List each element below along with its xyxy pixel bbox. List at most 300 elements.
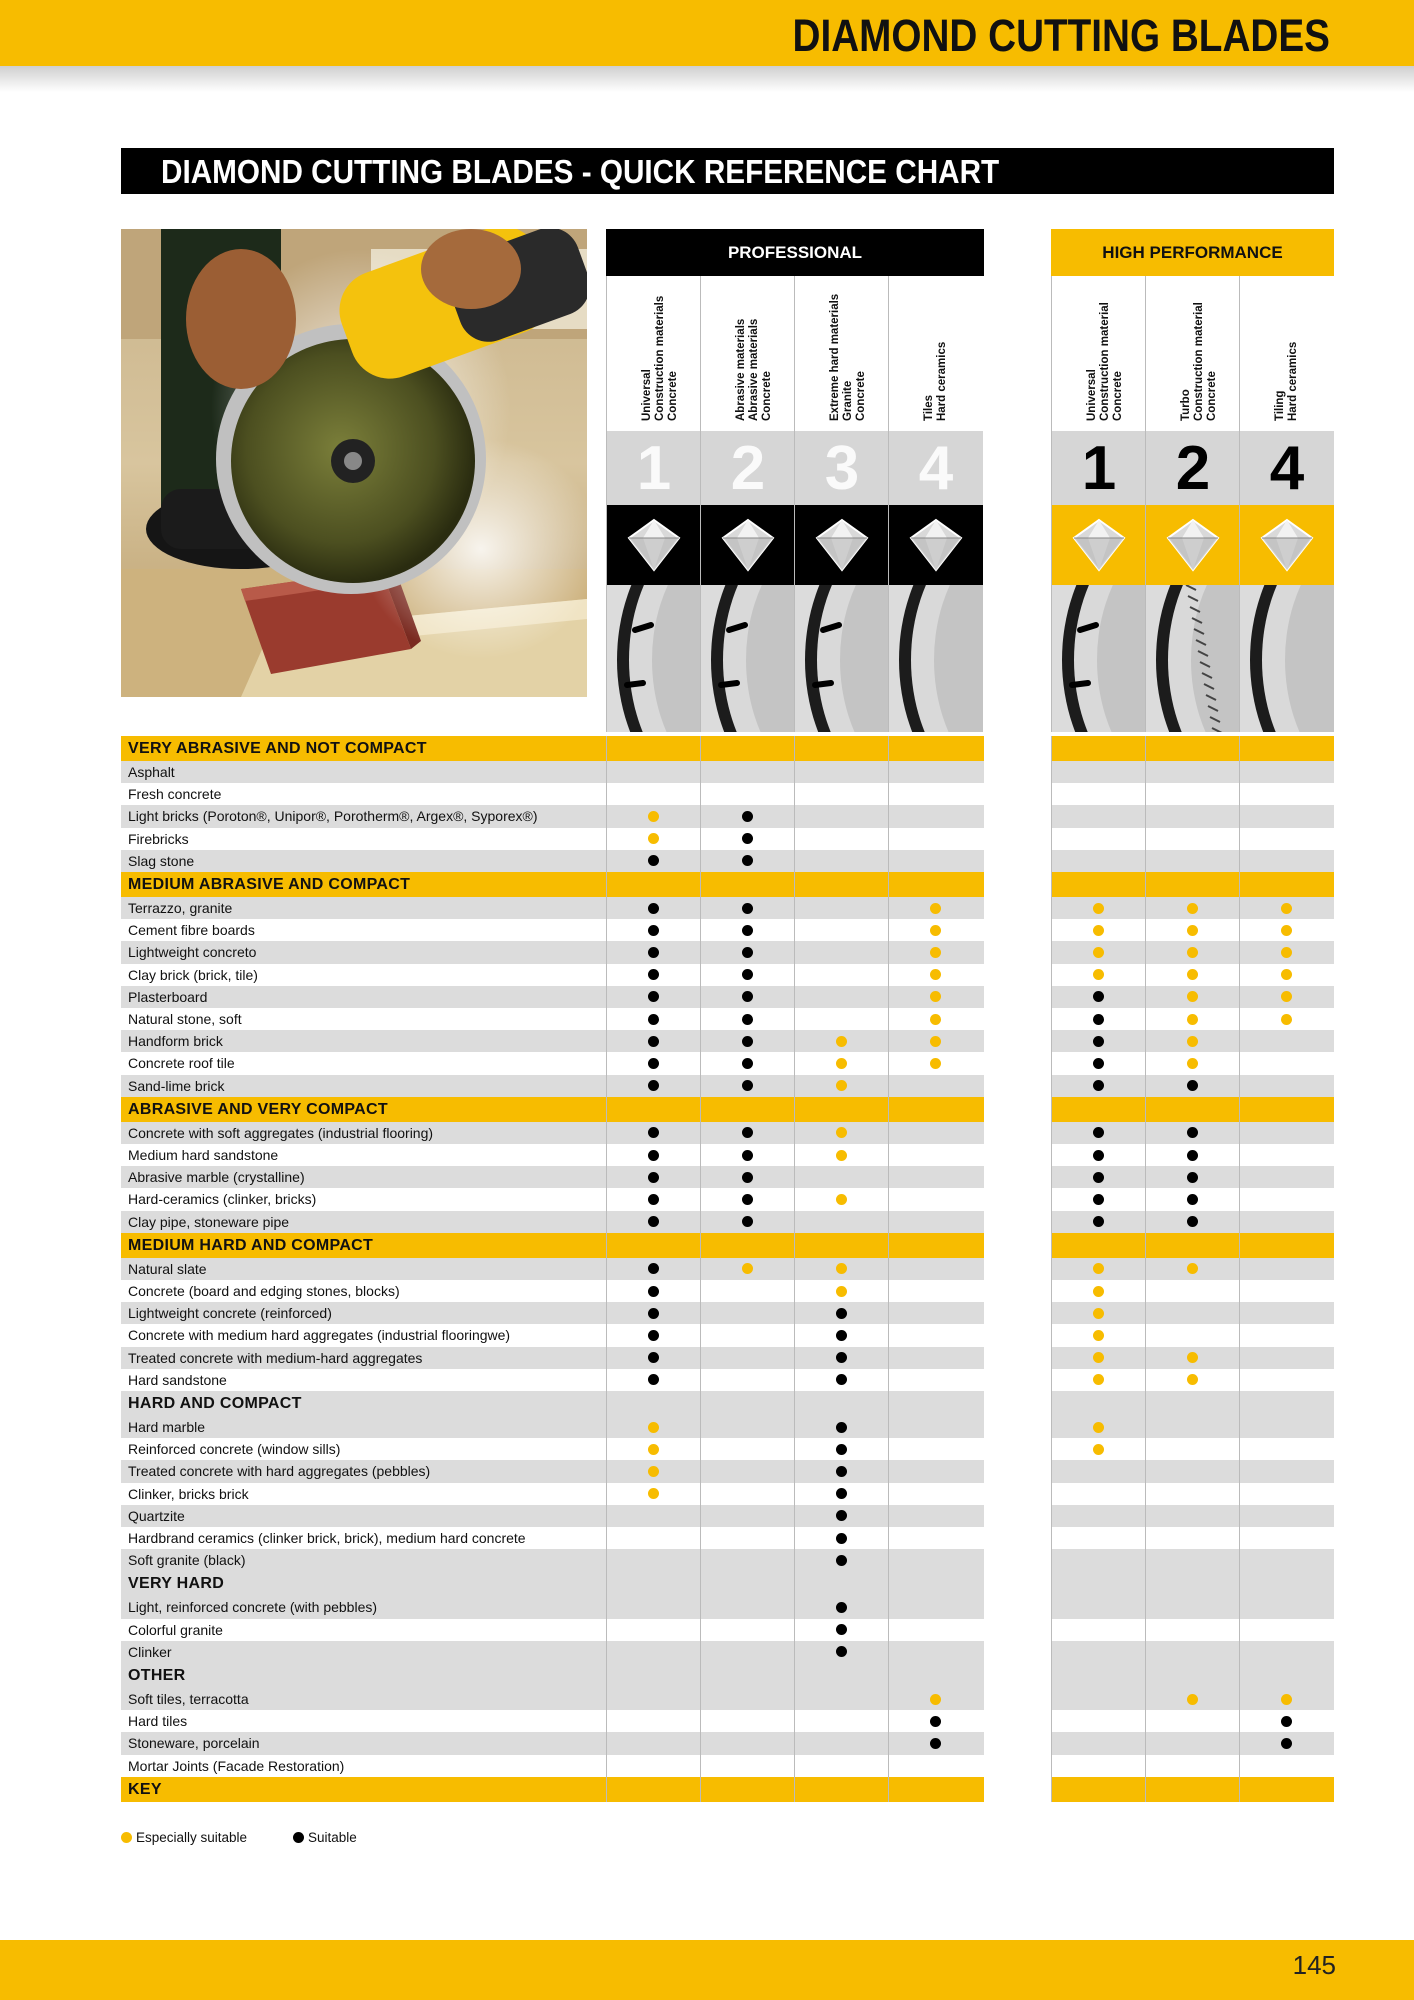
especially-suitable-dot-icon — [930, 1014, 941, 1025]
material-row — [0, 1732, 1414, 1754]
material-row — [0, 1460, 1414, 1482]
especially-suitable-dot-icon — [930, 903, 941, 914]
row-background — [606, 1571, 984, 1596]
row-background — [606, 1347, 984, 1369]
material-row — [0, 1369, 1414, 1391]
column-description-line: Concrete — [1112, 371, 1124, 421]
material-label: Natural stone, soft — [128, 1011, 242, 1027]
suitable-dot-icon — [1093, 1216, 1104, 1227]
row-background — [606, 1211, 984, 1233]
material-label: Colorful granite — [128, 1621, 223, 1638]
yellow-dot-icon — [121, 1832, 132, 1843]
material-label: Light bricks (Poroton®, Unipor®, Porotherm®, Argex®, Syporex®) — [128, 808, 538, 825]
blade-image — [889, 585, 983, 732]
column-description-text — [1086, 302, 1125, 421]
column-description — [1240, 276, 1334, 431]
material-row — [0, 1619, 1414, 1641]
row-background — [121, 1505, 606, 1527]
material-row — [0, 1596, 1414, 1618]
grinder-photo — [121, 229, 587, 697]
suitable-dot-icon — [742, 991, 753, 1002]
blade-image — [1052, 585, 1146, 732]
especially-suitable-dot-icon — [1093, 903, 1104, 914]
column-description-line: Granite — [842, 380, 854, 421]
row-background — [606, 850, 984, 872]
column-description-text — [829, 294, 868, 421]
suitable-dot-icon — [648, 1194, 659, 1205]
column-divider — [1239, 736, 1240, 1802]
suitable-dot-icon — [1093, 1194, 1104, 1205]
column-description — [1052, 276, 1146, 431]
row-background — [606, 736, 984, 761]
material-label: Fresh concrete — [128, 786, 222, 803]
especially-suitable-dot-icon — [1281, 947, 1292, 958]
page-number: 145 — [1292, 1950, 1336, 1980]
row-background — [1051, 805, 1334, 827]
suitable-dot-icon — [648, 1150, 659, 1161]
column-description-line: Extreme hard materials — [829, 293, 841, 421]
especially-suitable-dot-icon — [1187, 947, 1198, 958]
suitable-dot-icon — [836, 1646, 847, 1657]
group-header-professional: PROFESSIONAL — [606, 229, 984, 276]
row-background — [1051, 872, 1334, 897]
material-row — [0, 986, 1414, 1008]
material-row — [0, 783, 1414, 805]
suitable-dot-icon — [1093, 1058, 1104, 1069]
column-description-line: Concrete — [855, 371, 867, 421]
especially-suitable-dot-icon — [1093, 925, 1104, 936]
column-divider — [606, 736, 607, 1802]
column-number: 1 — [607, 431, 701, 505]
column-description-line: Tiles — [923, 395, 935, 421]
row-background — [1051, 1596, 1334, 1618]
material-row — [0, 1122, 1414, 1144]
diamond-segment-icon — [889, 505, 983, 585]
suitable-dot-icon — [836, 1308, 847, 1319]
material-label: Soft tiles, terracotta — [128, 1691, 249, 1707]
row-background — [606, 1097, 984, 1122]
row-background — [606, 1460, 984, 1482]
column-number: 2 — [701, 431, 795, 505]
material-row — [0, 1211, 1414, 1233]
suitable-dot-icon — [742, 1014, 753, 1025]
material-row — [0, 1075, 1414, 1097]
row-background — [606, 897, 984, 919]
suitable-dot-icon — [648, 1330, 659, 1341]
blade-image — [1146, 585, 1240, 732]
column-description-text — [1180, 302, 1219, 421]
row-background — [606, 1596, 984, 1618]
suitable-dot-icon — [648, 1263, 659, 1274]
suitable-dot-icon — [836, 1444, 847, 1455]
material-label: Hardbrand ceramics (clinker brick, brick), medium hard concrete — [128, 1530, 526, 1546]
suitable-dot-icon — [836, 1330, 847, 1341]
column-description — [1146, 276, 1240, 431]
suitable-dot-icon — [648, 1058, 659, 1069]
suitable-dot-icon — [648, 1080, 659, 1091]
material-label: Slag stone — [128, 852, 195, 869]
row-background — [1051, 1233, 1334, 1258]
bottom-band — [0, 1940, 1414, 2000]
column-divider — [888, 736, 889, 1802]
especially-suitable-dot-icon — [1093, 947, 1104, 958]
chart-title: DIAMOND CUTTING BLADES - QUICK REFERENCE CHART — [161, 153, 1000, 190]
material-label: Concrete with soft aggregates (industrial flooring) — [128, 1124, 434, 1141]
row-background — [121, 761, 606, 783]
material-row — [0, 1755, 1414, 1777]
category-row — [0, 1571, 1414, 1596]
especially-suitable-dot-icon — [1187, 1263, 1198, 1274]
blade-column-hp4 — [1239, 276, 1334, 732]
column-number: 1 — [1052, 431, 1146, 505]
blade-image — [1240, 585, 1334, 732]
row-background — [1051, 1777, 1334, 1802]
category-label: KEY — [128, 1780, 162, 1798]
row-background — [121, 1777, 606, 1802]
material-label: Terrazzo, granite — [128, 900, 233, 916]
key-item-suitable — [293, 1830, 357, 1845]
material-row — [0, 1688, 1414, 1710]
material-row — [0, 1008, 1414, 1030]
suitable-dot-icon — [836, 1533, 847, 1544]
column-description-line: Construction material — [1193, 302, 1205, 421]
row-background — [606, 1549, 984, 1571]
material-label: Firebricks — [128, 830, 189, 847]
row-background — [121, 1663, 606, 1688]
category-row — [0, 1391, 1414, 1416]
column-description-line: Abrasive materials — [748, 318, 760, 421]
suitable-dot-icon — [836, 1624, 847, 1635]
suitable-dot-icon — [742, 1194, 753, 1205]
diamond-segment-icon — [607, 505, 701, 585]
row-background — [1051, 736, 1334, 761]
row-background — [606, 1122, 984, 1144]
suitable-dot-icon — [742, 1036, 753, 1047]
row-background — [1051, 850, 1334, 872]
material-row — [0, 1710, 1414, 1732]
especially-suitable-dot-icon — [930, 947, 941, 958]
suitable-dot-icon — [648, 1374, 659, 1385]
material-label: Treated concrete with medium-hard aggregates — [128, 1349, 423, 1366]
material-label: Clay brick (brick, tile) — [128, 966, 258, 983]
column-description-line: Construction materials — [654, 295, 666, 421]
especially-suitable-dot-icon — [930, 1058, 941, 1069]
black-dot-icon — [293, 1832, 304, 1843]
column-description-line: Concrete — [761, 371, 773, 421]
suitable-dot-icon — [1187, 1150, 1198, 1161]
category-label: MEDIUM HARD AND COMPACT — [128, 1236, 374, 1254]
diamond-segment-icon — [1146, 505, 1240, 585]
column-divider — [1051, 736, 1052, 1802]
category-label: VERY HARD — [128, 1575, 225, 1593]
column-number: 2 — [1146, 431, 1240, 505]
suitable-dot-icon — [1281, 1716, 1292, 1727]
especially-suitable-dot-icon — [1093, 1330, 1104, 1341]
row-background — [1051, 1460, 1334, 1482]
suitable-dot-icon — [1093, 1036, 1104, 1047]
material-label: Concrete (board and edging stones, blocks) — [128, 1283, 400, 1299]
row-background — [121, 1641, 606, 1663]
especially-suitable-dot-icon — [1093, 969, 1104, 980]
especially-suitable-dot-icon — [1187, 925, 1198, 936]
key-label-especially-suitable: Especially suitable — [136, 1830, 248, 1845]
material-label: Cement fibre boards — [128, 922, 255, 939]
row-background — [606, 1391, 984, 1416]
especially-suitable-dot-icon — [1093, 1444, 1104, 1455]
material-row — [0, 941, 1414, 963]
row-background — [1051, 1732, 1334, 1754]
suitable-dot-icon — [648, 1014, 659, 1025]
material-label: Concrete roof tile — [128, 1055, 235, 1072]
especially-suitable-dot-icon — [1281, 903, 1292, 914]
suitable-dot-icon — [1187, 1194, 1198, 1205]
category-label: VERY ABRASIVE AND NOT COMPACT — [128, 740, 427, 757]
suitable-dot-icon — [742, 811, 753, 822]
material-label: Medium hard sandstone — [128, 1147, 279, 1163]
suitable-dot-icon — [836, 1466, 847, 1477]
row-background — [606, 1302, 984, 1324]
page-title: DIAMOND CUTTING BLADES — [792, 10, 1330, 61]
especially-suitable-dot-icon — [1093, 1374, 1104, 1385]
material-row — [0, 1166, 1414, 1188]
suitable-dot-icon — [648, 947, 659, 958]
especially-suitable-dot-icon — [836, 1286, 847, 1297]
suitable-dot-icon — [648, 903, 659, 914]
category-row — [0, 1233, 1414, 1258]
especially-suitable-dot-icon — [1093, 1263, 1104, 1274]
row-background — [606, 1075, 984, 1097]
material-label: Hard tiles — [128, 1713, 188, 1730]
especially-suitable-dot-icon — [836, 1127, 847, 1138]
column-number: 4 — [889, 431, 983, 505]
material-row — [0, 1280, 1414, 1302]
especially-suitable-dot-icon — [1093, 1286, 1104, 1297]
category-row — [0, 1663, 1414, 1688]
suitable-dot-icon — [742, 1172, 753, 1183]
material-label: Natural slate — [128, 1260, 207, 1277]
suitable-dot-icon — [742, 833, 753, 844]
column-description-line: Tiling — [1274, 390, 1286, 421]
suitable-dot-icon — [648, 1308, 659, 1319]
suitable-dot-icon — [836, 1374, 847, 1385]
category-label: OTHER — [128, 1667, 186, 1684]
material-row — [0, 964, 1414, 986]
blade-column-hp1 — [1051, 276, 1146, 732]
column-description-text — [1274, 342, 1300, 421]
especially-suitable-dot-icon — [648, 1444, 659, 1455]
especially-suitable-dot-icon — [1187, 1352, 1198, 1363]
row-background — [606, 1663, 984, 1688]
especially-suitable-dot-icon — [1187, 1014, 1198, 1025]
angle-grinder-cutting-brick-photo — [121, 229, 587, 697]
column-description — [795, 276, 889, 431]
especially-suitable-dot-icon — [930, 969, 941, 980]
suitable-dot-icon — [1093, 1014, 1104, 1025]
diamond-segment-icon — [1052, 505, 1146, 585]
especially-suitable-dot-icon — [836, 1080, 847, 1091]
row-background — [606, 1777, 984, 1802]
especially-suitable-dot-icon — [836, 1150, 847, 1161]
especially-suitable-dot-icon — [836, 1263, 847, 1274]
blade-image — [701, 585, 795, 732]
suitable-dot-icon — [648, 1036, 659, 1047]
blade-column-hp2 — [1145, 276, 1240, 732]
row-background — [606, 1688, 984, 1710]
material-label: Clinker — [128, 1643, 172, 1660]
suitable-dot-icon — [648, 1286, 659, 1297]
suitable-dot-icon — [1093, 1172, 1104, 1183]
column-description-line: Hard ceramics — [936, 341, 948, 421]
material-row — [0, 1030, 1414, 1052]
diamond-segment-icon — [1240, 505, 1334, 585]
suitable-dot-icon — [742, 925, 753, 936]
suitable-dot-icon — [742, 1127, 753, 1138]
especially-suitable-dot-icon — [930, 925, 941, 936]
material-row — [0, 1438, 1414, 1460]
especially-suitable-dot-icon — [648, 1422, 659, 1433]
row-background — [606, 1641, 984, 1663]
material-label: Mortar Joints (Facade Restoration) — [128, 1757, 345, 1774]
material-label: Reinforced concrete (window sills) — [128, 1441, 341, 1458]
suitable-dot-icon — [648, 1352, 659, 1363]
blade-column-pro4 — [888, 276, 983, 732]
material-label: Abrasive marble (crystalline) — [128, 1169, 305, 1186]
especially-suitable-dot-icon — [836, 1058, 847, 1069]
especially-suitable-dot-icon — [648, 1466, 659, 1477]
column-description-text — [735, 319, 774, 421]
especially-suitable-dot-icon — [1281, 925, 1292, 936]
column-number: 4 — [1240, 431, 1334, 505]
especially-suitable-dot-icon — [1187, 991, 1198, 1002]
material-label: Lightweight concreto — [128, 944, 257, 961]
key-label-suitable: Suitable — [308, 1830, 357, 1845]
material-row — [0, 805, 1414, 827]
material-label: Hard sandstone — [128, 1371, 227, 1388]
especially-suitable-dot-icon — [1187, 903, 1198, 914]
material-label: Sand-lime brick — [128, 1077, 225, 1094]
material-label: Quartzite — [128, 1507, 185, 1524]
category-row — [0, 1097, 1414, 1122]
diamond-segment-icon — [701, 505, 795, 585]
suitable-dot-icon — [1093, 1127, 1104, 1138]
row-background — [606, 805, 984, 827]
material-label: Soft granite (black) — [128, 1552, 246, 1569]
especially-suitable-dot-icon — [1281, 1694, 1292, 1705]
row-background — [1051, 1549, 1334, 1571]
material-row — [0, 1641, 1414, 1663]
material-row — [0, 1258, 1414, 1280]
especially-suitable-dot-icon — [930, 991, 941, 1002]
suitable-dot-icon — [1281, 1738, 1292, 1749]
especially-suitable-dot-icon — [930, 1694, 941, 1705]
category-label: HARD AND COMPACT — [128, 1395, 302, 1412]
material-label: Plasterboard — [128, 988, 208, 1005]
row-background — [1051, 761, 1334, 783]
material-row — [0, 1483, 1414, 1505]
suitable-dot-icon — [648, 925, 659, 936]
row-background — [606, 1416, 984, 1438]
suitable-dot-icon — [836, 1488, 847, 1499]
column-description-line: Abrasive materials — [735, 318, 747, 421]
especially-suitable-dot-icon — [1093, 1422, 1104, 1433]
material-label: Clay pipe, stoneware pipe — [128, 1213, 290, 1230]
especially-suitable-dot-icon — [1281, 1014, 1292, 1025]
row-background — [606, 872, 984, 897]
blade-image — [607, 585, 701, 732]
material-row — [0, 1527, 1414, 1549]
row-background — [1051, 1391, 1334, 1416]
material-row — [0, 1549, 1414, 1571]
material-row — [0, 1347, 1414, 1369]
material-row — [0, 1324, 1414, 1346]
blade-column-pro1 — [606, 276, 701, 732]
row-background — [606, 1166, 984, 1188]
suitable-dot-icon — [1093, 1080, 1104, 1091]
suitable-dot-icon — [648, 1172, 659, 1183]
material-row — [0, 761, 1414, 783]
row-background — [1051, 1663, 1334, 1688]
suitable-dot-icon — [1187, 1080, 1198, 1091]
material-label: Stoneware, porcelain — [128, 1735, 260, 1752]
suitable-dot-icon — [742, 855, 753, 866]
suitable-dot-icon — [742, 1058, 753, 1069]
material-label: Treated concrete with hard aggregates (pebbles) — [128, 1463, 431, 1480]
material-row — [0, 1416, 1414, 1438]
suitable-dot-icon — [742, 1216, 753, 1227]
material-label: Light, reinforced concrete (with pebbles) — [128, 1599, 378, 1616]
material-label: Concrete with medium hard aggregates (industrial flooringwe) — [128, 1327, 511, 1344]
row-background — [1051, 1097, 1334, 1122]
material-label: Clinker, bricks brick — [128, 1485, 249, 1502]
column-description-line: Concrete — [667, 371, 679, 421]
especially-suitable-dot-icon — [1187, 1036, 1198, 1047]
suitable-dot-icon — [648, 969, 659, 980]
suitable-dot-icon — [836, 1352, 847, 1363]
especially-suitable-dot-icon — [1281, 969, 1292, 980]
material-row — [0, 850, 1414, 872]
category-row — [0, 872, 1414, 897]
material-label: Lightweight concrete (reinforced) — [128, 1305, 332, 1322]
especially-suitable-dot-icon — [1093, 1352, 1104, 1363]
material-label: Handform brick — [128, 1033, 223, 1050]
row-background — [606, 1030, 984, 1052]
suitable-dot-icon — [742, 1080, 753, 1091]
key-item-especially-suitable — [121, 1830, 247, 1845]
suitable-dot-icon — [836, 1422, 847, 1433]
suitable-dot-icon — [836, 1510, 847, 1521]
suitable-dot-icon — [648, 855, 659, 866]
row-background — [1051, 1571, 1334, 1596]
top-shade — [0, 66, 1414, 92]
row-background — [606, 761, 984, 783]
column-description-line: Universal — [641, 369, 653, 421]
material-row — [0, 1188, 1414, 1210]
suitable-dot-icon — [742, 947, 753, 958]
row-background — [606, 1505, 984, 1527]
column-description — [607, 276, 701, 431]
especially-suitable-dot-icon — [742, 1263, 753, 1274]
diamond-segment-icon — [795, 505, 889, 585]
row-background — [606, 1233, 984, 1258]
column-description-line: Turbo — [1180, 389, 1192, 421]
group-header-high-performance: HIGH PERFORMANCE — [1051, 229, 1334, 276]
especially-suitable-dot-icon — [836, 1194, 847, 1205]
material-row — [0, 919, 1414, 941]
column-description-text — [923, 342, 949, 421]
suitable-dot-icon — [648, 1127, 659, 1138]
blade-image — [795, 585, 889, 732]
column-description-line: Concrete — [1206, 371, 1218, 421]
